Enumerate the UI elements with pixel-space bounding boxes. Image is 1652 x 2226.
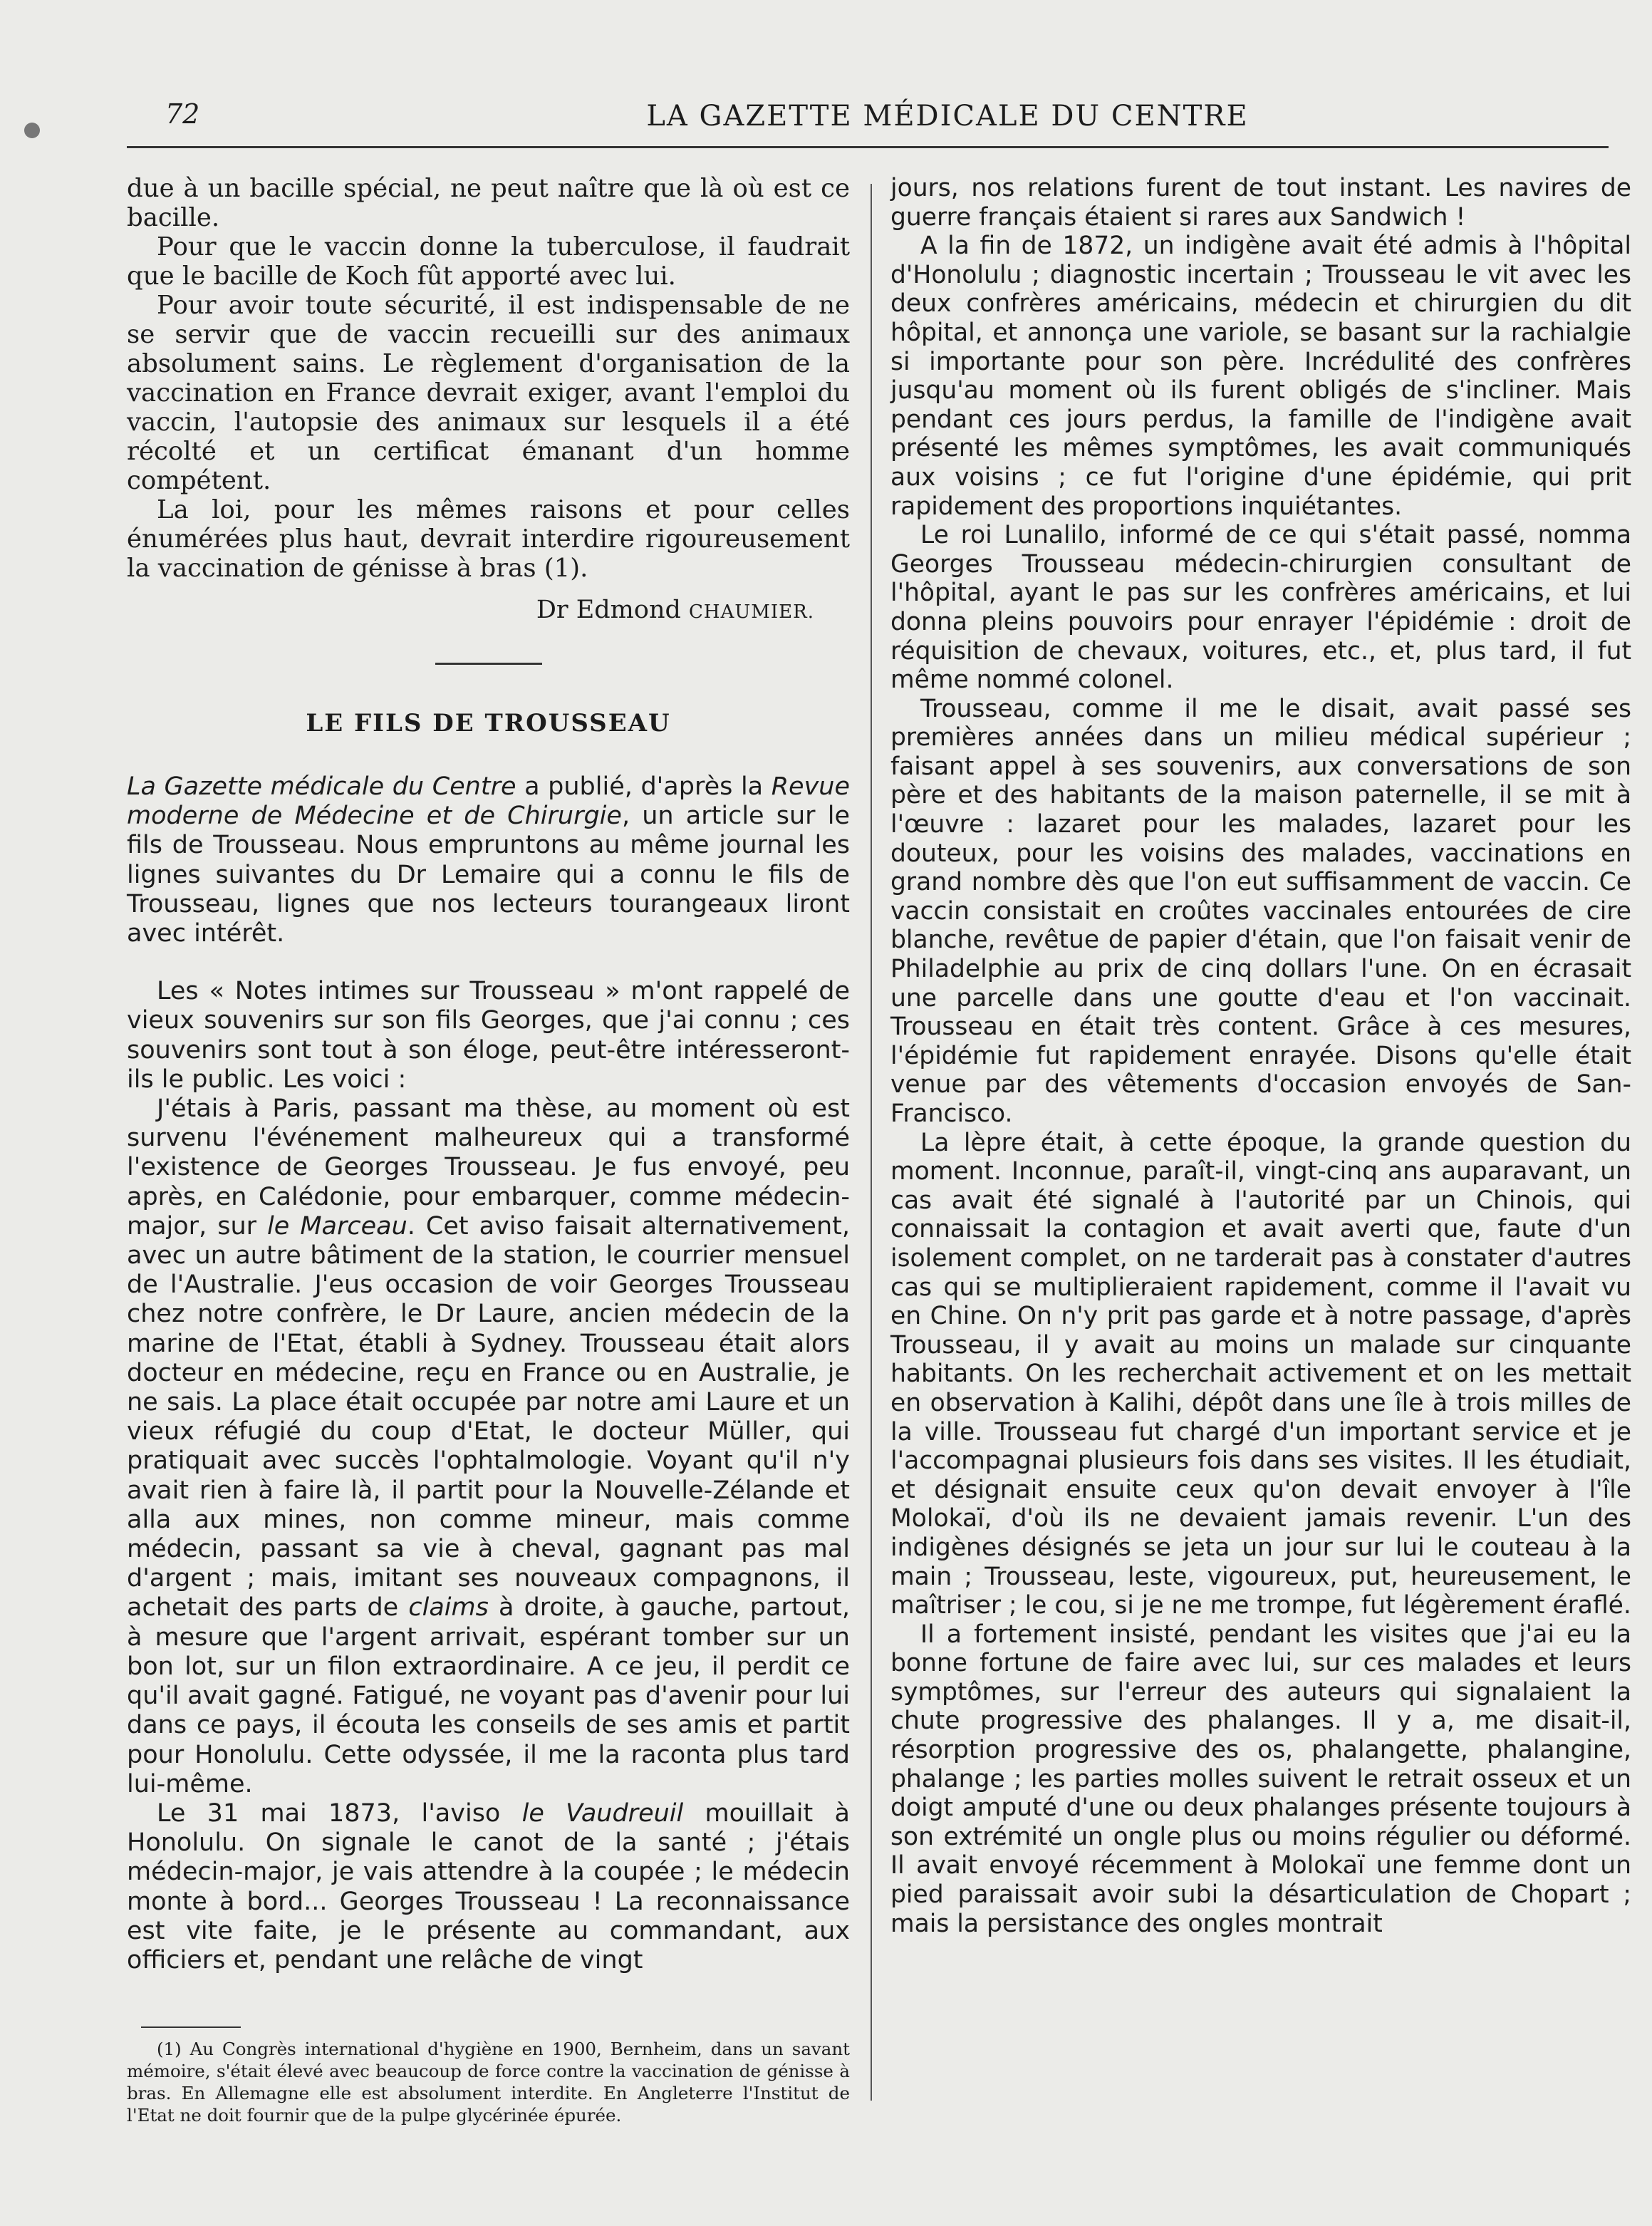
footnote (127, 2038, 850, 2126)
paragraph: A la fin de 1872, un indigène avait été admis à l'hôpital d'Honolulu ; diagnostic incertain ; Trousseau le vit avec les deux confrères américains, médecin et chirurgien du dit hôpital, et annonça une variole, se basant sur la rachialgie si importante pour son père. Incrédulité des confrères jusqu'au moment où ils furent obligés de s'incliner. Mais pendant ces jours perdus, la famille de l'indigène avait présenté les mêmes symptômes, les avait communiqués aux voisins ; ce fut l'origine d'une épidémie, qui prit rapidement des proportions inquiétantes. (890, 232, 1631, 521)
margin-ink-dot (24, 123, 40, 138)
paragraph: Les « Notes intimes sur Trousseau » m'ont rappelé de vieux souvenirs sur son fils Georges, que j'ai connu ; ces souvenirs sont tout à son éloge, peut-être intéresseront-ils le public. Les voici : (127, 977, 850, 1094)
left-column (127, 174, 850, 2126)
paragraph: La loi, pour les mêmes raisons et pour celles énumérées plus haut, devrait interdire rigoureusement la vaccination de génisse à bras (1). (127, 495, 850, 583)
paragraph: Il a fortement insisté, pendant les visites que j'ai eu la bonne fortune de faire avec lui, sur ces malades et leurs symptômes, sur l'erreur des auteurs qui signalaient la chute progressive des phalanges. Il y a, me disait-il, résorption progressive des os, phalangette, phalangine, phalange ; les parties molles suivent le retrait osseux et un doigt amputé d'une ou deux phalanges présente toujours à son extrémité un ongle plus ou moins régulier ou déformé. Il avait envoyé récemment à Molokaï une femme dont un pied paraissait avoir subi la désarticulation de Chopart ; mais la persistance des ongles montrait (890, 1620, 1631, 1938)
paragraph: Pour avoir toute sécurité, il est indispensable de ne se servir que de vaccin recueilli sur des animaux absolument sains. Le règlement d'organisation de la vaccination en France devrait exiger, avant l'emploi du vaccin, l'autopsie des animaux sur lesquels il a été récolté et un certificat émanant d'un homme compétent. (127, 291, 850, 495)
intro-text: a publié, d'après la (516, 772, 772, 801)
source-journal-name: Revue moderne de Médecine et de Chirurgie (127, 772, 850, 831)
paragraph: jours, nos relations furent de tout instant. Les navires de guerre français étaient si rares aux Sandwich ! (890, 174, 1631, 232)
paragraph: La lèpre était, à cette époque, la grande question du moment. Inconnue, paraît-il, vingt-cinq ans auparavant, un cas avait été signalé à l'autorité par un Chinois, qui connaissait la contagion et avait averti que, faute d'un isolement complet, on ne tarderait pas à constater d'autres cas qui se multiplieraient rapidement, comme il l'avait vu en Chine. On n'y prit pas garde et à notre passage, d'après Trousseau, il y avait au moins un malade sur cinquante habitants. On les recherchait activement et on les mettait en observation à Kalihi, dépôt dans une île à trois milles de la ville. Trousseau fut chargé d'un important service et je l'accompagnai plusieurs fois dans ses visites. Il les étudiait, et désignait ensuite ceux qu'on devait envoyer à l'île Molokaï, d'où ils ne devaient jamais revenir. L'un des indigènes désignés se jeta un jour sur lui le couteau à la main ; Trousseau, leste, vigoureux, put, heureusement, le maîtriser ; le cou, si je ne me trompe, fut légèrement éraflé. (890, 1128, 1631, 1620)
paragraph: Trousseau, comme il me le disait, avait passé ses premières années dans un milieu médical supérieur ; faisant appel à ses souvenirs, aux conversations de son père et des habitants de la maison paternelle, il se mit à l'œuvre : lazaret pour les malades, lazaret pour les douteux, pour les voisins des malades, vaccinations en grand nombre dès que l'on eut suffisamment de vaccin. Ce vaccin consistait en croûtes vaccinales entourées de cire blanche, revêtue de papier d'étain, que l'on faisait venir de Philadelphie au prix de cinq dollars l'une. On en écrasait une parcelle dans une goutte d'eau et l'on vaccinait. Trousseau en était très content. Grâce à ces mesures, l'épidémie fut rapidement enrayée. Disons qu'elle était venue par des vêtements d'occasion envoyés de San-Francisco. (890, 694, 1631, 1128)
ship-name: le Marceau (267, 1211, 407, 1241)
paragraph-text: . Cet aviso faisait alternativement, avec un autre bâtiment de la station, le courrier mensuel de l'Australie. J'eus occasion de voir Georges Trousseau chez notre confrère, le Dr Laure, ancien médecin de la marine de l'Etat, établi à Sydney. Trousseau était alors docteur en médecine, reçu en France ou en Australie, je ne sais. La place était occupée par notre ami Laure et un vieux réfugié du coup d'Etat, le docteur Müller, qui pratiquait avec succès l'ophtalmologie. Voyant qu'il n'y avait rien à faire là, il partit pour la Nouvelle-Zélande et alla aux mines, non comme mineur, mais comme médecin, passant sa vie à cheval, gagnant pas mal d'argent ; mais, imitant ses nouveaux compagnons, il achetait des parts de (127, 1211, 850, 1622)
header-rule (127, 146, 1609, 148)
paragraph: due à un bacille spécial, ne peut naître que là où est ce bacille. (127, 174, 850, 232)
paragraph: Le roi Lunalilo, informé de ce qui s'était passé, nomma Georges Trousseau médecin-chirurgien consultant de l'hôpital, ayant le pas sur les confrères américains, et lui donna pleins pouvoirs pour enrayer l'épidémie : droit de réquisition de chevaux, voitures, etc., et, plus tard, il fut même nommé colonel. (890, 521, 1631, 695)
intro-text: , un article sur le fils de Trousseau. Nous empruntons au même journal les lignes suivantes du Dr Lemaire qui a connu le fils de Trousseau, lignes que nos lecteurs tourangeaux liront avec intérêt. (127, 802, 850, 948)
footnote-rule (141, 2026, 241, 2028)
author-signature (127, 596, 814, 627)
paragraph-text: J'étais à Paris, passant ma thèse, au moment où est survenu l'événement malheureux qui a transformé l'existence de Georges Trousseau. Je fus envoyé, peu après, en Calédonie, pour embarquer, comme médecin-major, sur (127, 1094, 850, 1241)
column-divider (871, 184, 872, 2101)
paragraph: Pour que le vaccin donne la tuberculose, il faudrait que le bacille de Koch fût apporté avec lui. (127, 232, 850, 291)
paragraph-text: mouillait à Honolulu. On signale le canot de la santé ; j'étais médecin-major, je vais attendre à la coupée ; le médecin monte à bord... Georges Trousseau ! La reconnaissance est vite faite, je le présente au commandant, aux officiers et, pendant une relâche de vingt (127, 1798, 850, 1974)
page-number: 72 (165, 98, 200, 130)
article-intro (127, 772, 850, 948)
right-column (890, 174, 1631, 1938)
article-body (127, 772, 850, 1975)
journal-name: La Gazette médicale du Centre (127, 772, 516, 801)
footnote-text: (1) Au Congrès international d'hygiène en 1900, Bernheim, dans un savant mémoire, s'était élevé avec beaucoup de force contre la vaccination de génisse à bras. En Allemagne elle est absolument interdite. En Angleterre l'Institut de l'Etat ne doit fournir que de la pulpe glycérinée épurée. (127, 2039, 850, 2126)
signature-name: CHAUMIER. (689, 601, 814, 623)
signature-prefix: Dr Edmond (536, 596, 690, 624)
journal-running-title: LA GAZETTE MÉDICALE DU CENTRE (646, 100, 1249, 133)
article-title: LE FILS DE TROUSSEAU (306, 709, 671, 737)
paragraph (127, 1094, 850, 1799)
paragraph-text: Le 31 mai 1873, l'aviso (157, 1798, 522, 1828)
paragraph (127, 1799, 850, 1975)
italic-term: claims (408, 1593, 489, 1622)
paragraph-text: à droite, à gauche, partout, à mesure que l'argent arrivait, espérant tomber sur un bon lot, sur un filon extraordinaire. A ce jeu, il perdit ce qu'il avait gagné. Fatigué, ne voyant pas d'avenir pour lui dans ce pays, il écouta les conseils de ses amis et partit pour Honolulu. Cette odyssée, il me la raconta plus tard lui-même. (127, 1593, 850, 1798)
section-separator (435, 663, 542, 665)
ship-name: le Vaudreuil (521, 1798, 684, 1828)
